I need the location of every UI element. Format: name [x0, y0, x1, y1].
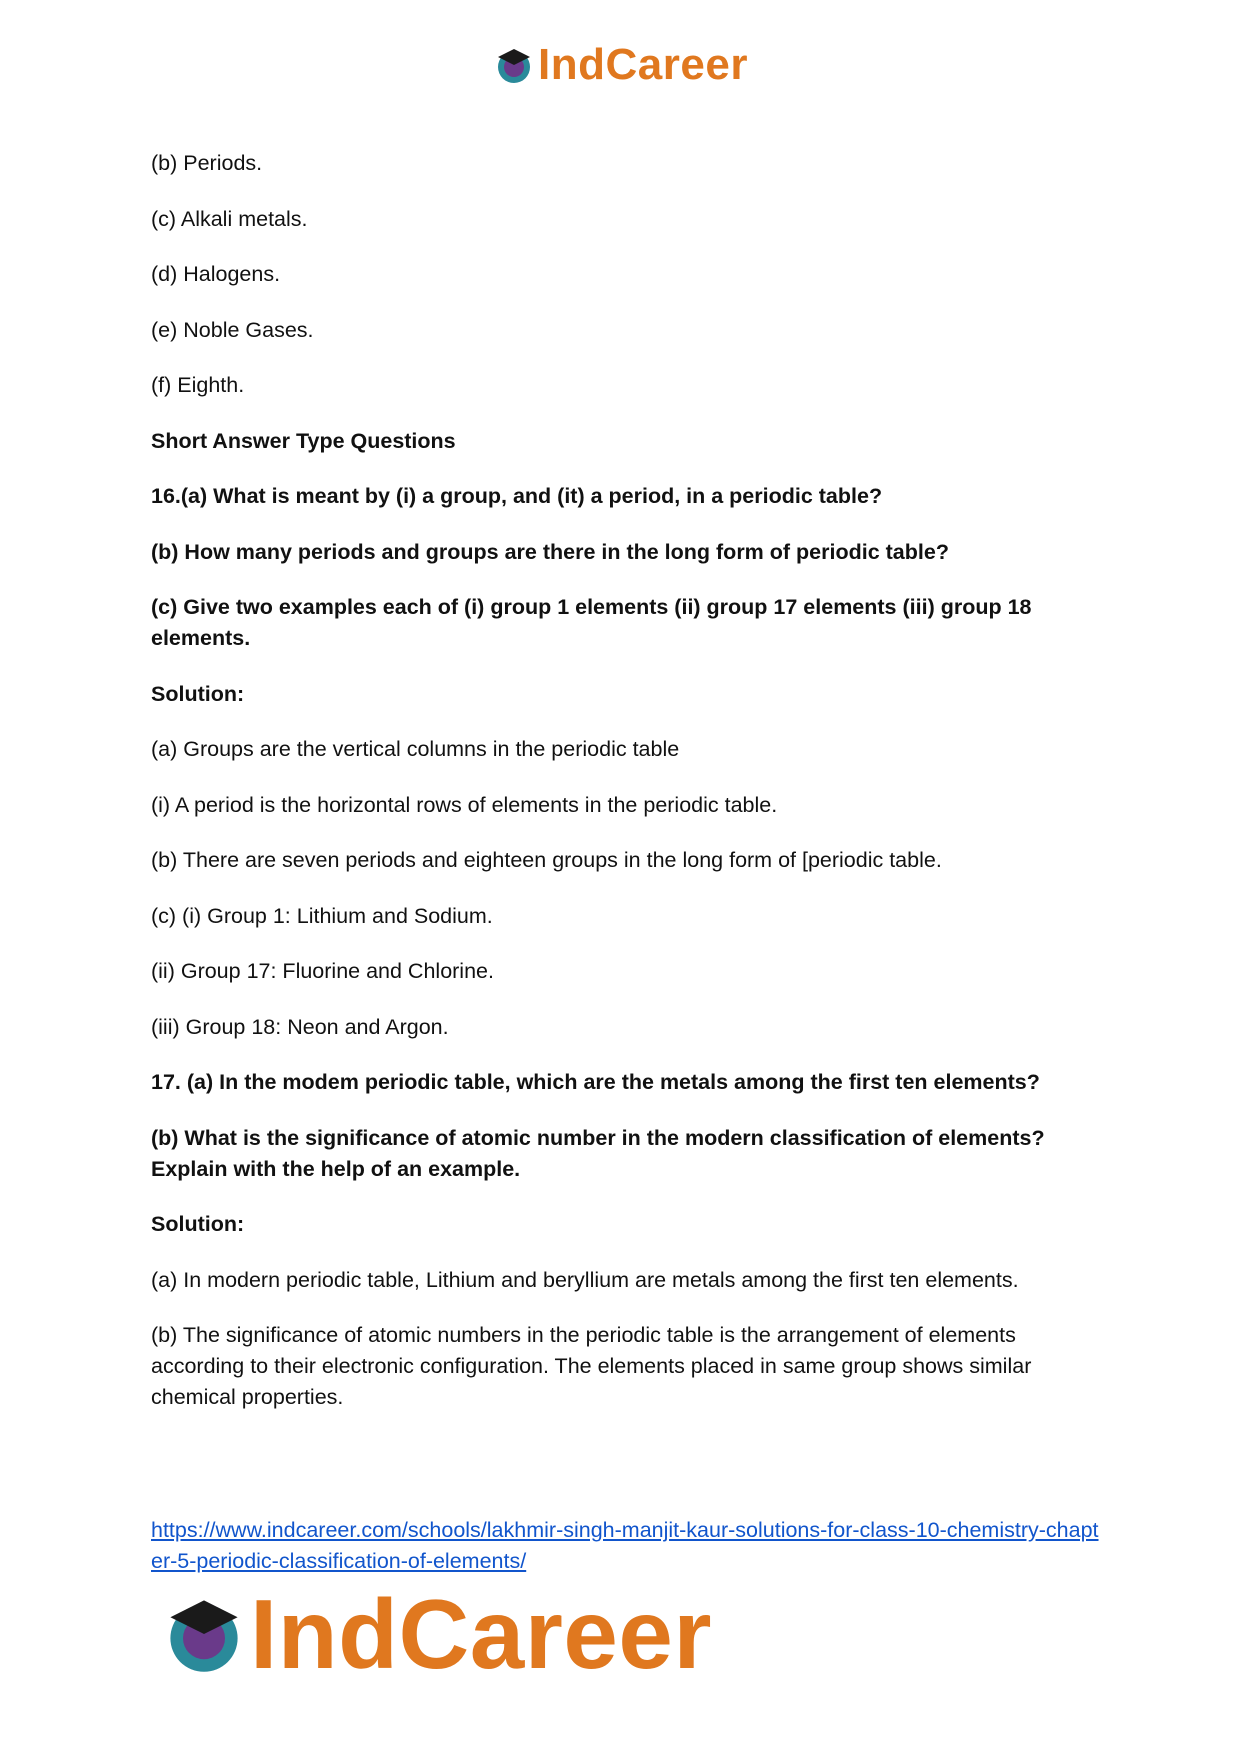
brand-name: IndCareer [538, 40, 748, 89]
answer-text: (c) Alkali metals. [151, 206, 308, 231]
answer-text: (a) In modern periodic table, Lithium and beryllium are metals among the first ten elements. [151, 1267, 1019, 1292]
answer-text: (b) Periods. [151, 151, 263, 175]
document-body [151, 148, 1101, 1438]
answer-text: (e) Noble Gases. [151, 317, 314, 342]
header-logo [0, 40, 1242, 90]
answer-text: (i) A period is the horizontal rows of elements in the periodic table. [151, 792, 778, 817]
source-link[interactable]: https://www.indcareer.com/schools/lakhmir-singh-manjit-kaur-solutions-for-class-10-chemistry-chapter-5-periodic-classification-of-elements/ [151, 1518, 1099, 1573]
question-text: (b) How many periods and groups are there in the long form of periodic table? [151, 539, 949, 564]
question-text: (c) Give two examples each of (i) group 1 elements (ii) group 17 elements (iii) group 18 elements. [151, 595, 1032, 650]
answer-text: (a) Groups are the vertical columns in the periodic table [151, 737, 680, 761]
answer-text: (c) (i) Group 1: Lithium and Sodium. [151, 903, 493, 928]
answer-text: (b) There are seven periods and eighteen groups in the long form of [periodic table. [151, 848, 942, 872]
question-text: (b) What is the significance of atomic number in the modern classification of elements? Explain with the help of an example. [151, 1125, 1045, 1181]
question-text: Solution: [151, 1212, 245, 1236]
question-text: Short Answer Type Questions [151, 428, 456, 453]
answer-text: (d) Halogens. [151, 262, 281, 286]
graduation-cap-globe-icon [162, 1592, 246, 1676]
question-text: Solution: [151, 681, 245, 706]
question-text: 16.(a) What is meant by (i) a group, and (it) a period, in a periodic table? [151, 484, 883, 508]
answer-text: (b) The significance of atomic numbers in the periodic table is the arrangement of elements according to their electronic configuration. The elements placed in same group shows similar chemical properties. [151, 1323, 1032, 1409]
answer-text: (iii) Group 18: Neon and Argon. [151, 1014, 449, 1039]
answer-text: (ii) Group 17: Fluorine and Chlorine. [151, 959, 494, 983]
graduation-cap-globe-icon [494, 45, 534, 85]
answer-text: (f) Eighth. [151, 373, 245, 397]
question-text: 17. (a) In the modem periodic table, which are the metals among the first ten elements? [151, 1070, 1040, 1094]
footer-logo [162, 1579, 713, 1689]
brand-name: IndCareer [250, 1579, 713, 1689]
